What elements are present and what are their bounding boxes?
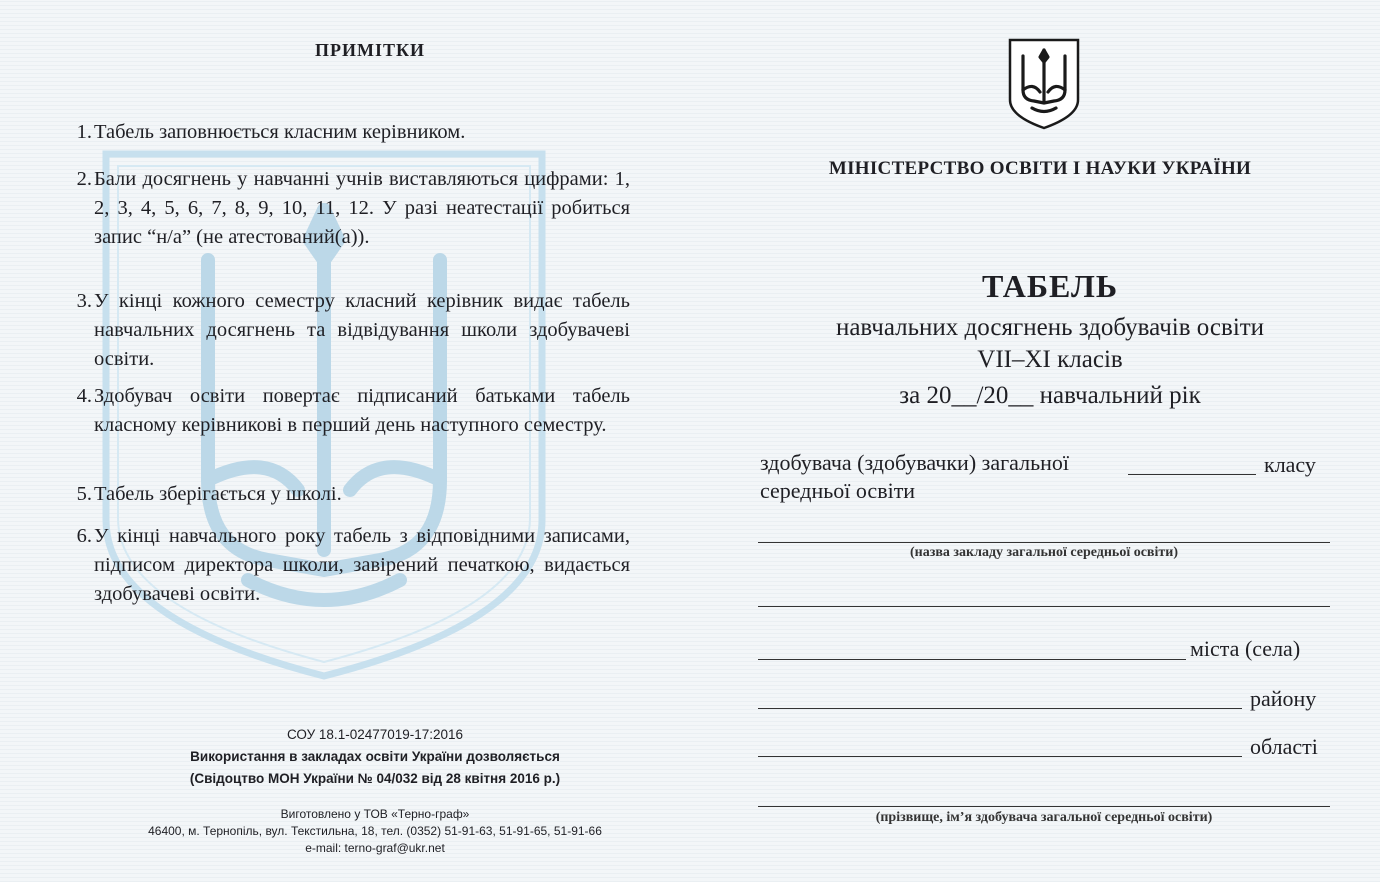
usage-permission: Використання в закладах освіти України дозволяється <box>190 749 560 764</box>
region-label: області <box>1250 734 1318 759</box>
district-line <box>758 708 1242 709</box>
note-number: 4. <box>76 385 92 407</box>
note-text: У кінці кожного семестру класний керівник видає табель навчальних досягнень та відвідування школи здобувачеві освіти. <box>94 290 630 370</box>
education-label: середньої освіти <box>760 478 916 503</box>
standard-code: СОУ 18.1-02477019-17:2016 <box>286 727 464 742</box>
maker-email: e-mail: terno-graf@ukr.net <box>305 841 445 855</box>
subtitle-line-3: за 20__/20__ навчальний рік <box>899 382 1201 409</box>
note-item <box>62 480 630 509</box>
note-item <box>62 522 630 609</box>
document-title: ТАБЕЛЬ <box>982 268 1118 304</box>
city-line <box>758 659 1186 660</box>
note-number: 1. <box>76 121 92 143</box>
subtitle-line-1: навчальних досягнень здобувачів освіти <box>835 314 1265 341</box>
certificate-info: (Свідоцтво МОН України № 04/032 від 28 квітня 2016 р.) <box>189 771 561 786</box>
maker-address: 46400, м. Тернопіль, вул. Текстильна, 18, тел. (0352) 51-91-63, 51-91-65, 51-91-66 <box>148 824 602 838</box>
note-text: У кінці навчального року табель з відповідними записами, підписом директора школи, завірений печаткою, видається здобувачеві освіти. <box>94 525 630 605</box>
note-item <box>62 165 630 252</box>
district-label: району <box>1250 686 1317 711</box>
note-number: 6. <box>76 525 92 547</box>
school-caption: (назва закладу загальної середньої освіти) <box>910 545 1178 560</box>
school-line <box>758 542 1330 543</box>
school-line-2 <box>758 606 1330 607</box>
note-text: Бали досягнень у навчанні учнів виставляються цифрами: 1, 2, 3, 4, 5, 6, 7, 8, 9, 10, 11, 12. У разі неатестації робиться запис “н/а” (не атестований(а)). <box>94 168 630 248</box>
note-number: 5. <box>76 483 92 505</box>
name-line <box>758 806 1330 807</box>
note-item <box>62 118 630 147</box>
ministry-name: МІНІСТЕРСТВО ОСВІТИ І НАУКИ УКРАЇНИ <box>828 158 1252 179</box>
note-item <box>62 287 630 374</box>
note-text: Табель заповнюється класним керівником. <box>94 121 466 143</box>
region-line <box>758 756 1242 757</box>
class-label: класу <box>1264 452 1316 477</box>
city-label: міста (села) <box>1190 636 1301 661</box>
class-line <box>1128 474 1256 475</box>
maker-info: Виготовлено у ТОВ «Терно-граф» <box>280 807 470 821</box>
note-number: 2. <box>76 168 92 190</box>
note-number: 3. <box>76 290 92 312</box>
note-text: Здобувач освіти повертає підписаний батьками табель класному керівникові в перший день наступного семестру. <box>94 385 630 436</box>
name-caption: (прізвище, ім’я здобувача загальної середньої освіти) <box>875 810 1213 825</box>
student-label: здобувача (здобувачки) загальної <box>760 450 1069 475</box>
note-item <box>62 382 630 440</box>
trident-icon <box>1008 38 1080 130</box>
note-text: Табель зберігається у школі. <box>94 483 342 505</box>
cover-page <box>690 0 1380 882</box>
notes-title: ПРИМІТКИ <box>314 40 426 60</box>
subtitle-line-2: VII–XI класів <box>977 346 1123 373</box>
